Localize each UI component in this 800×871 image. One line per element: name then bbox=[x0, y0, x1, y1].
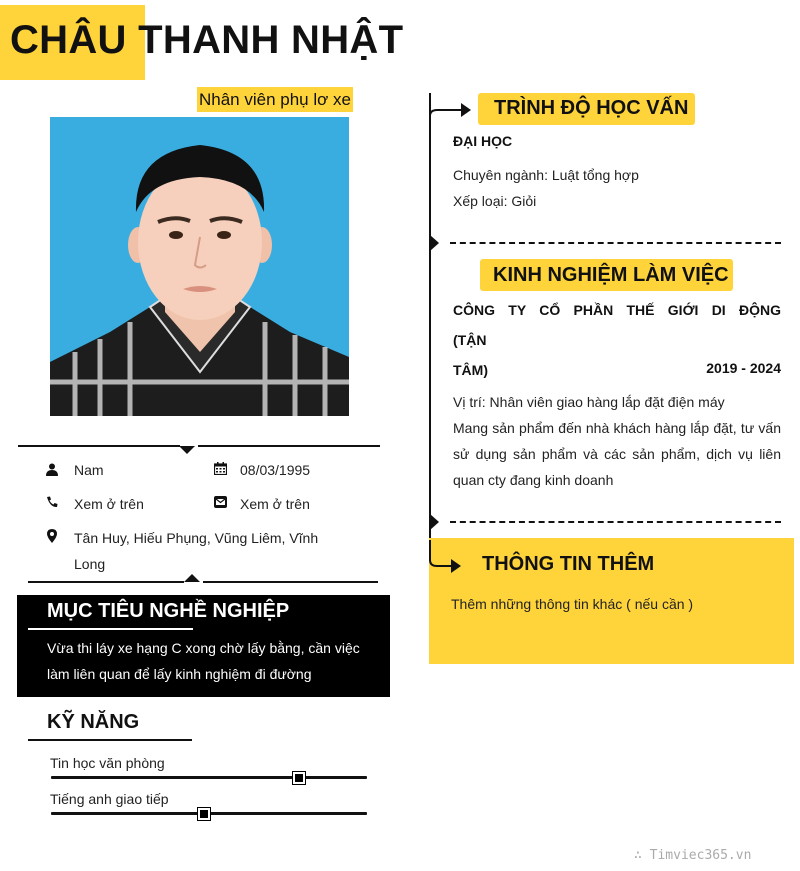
education-level: ĐẠI HỌC bbox=[453, 133, 513, 149]
experience-description: Mang sản phẩm đến nhà khách hàng lắp đặt, tư vấn sử dụng sản phẩm và các sản phẩm, dịch vụ liên quan cty đang kinh doanh bbox=[453, 420, 781, 488]
section-divider bbox=[450, 242, 781, 244]
envelope-icon bbox=[213, 495, 227, 509]
experience-title: KINH NGHIỆM LÀM VIỆC bbox=[493, 264, 729, 286]
info-divider-top-left bbox=[18, 445, 180, 447]
info-divider-top-right bbox=[198, 445, 380, 447]
triangle-up-icon bbox=[184, 574, 200, 582]
career-objective-underline bbox=[28, 628, 193, 630]
phone-value: Xem ở trên bbox=[74, 496, 144, 512]
career-objective-text bbox=[47, 635, 377, 687]
address-value bbox=[74, 525, 324, 577]
education-major: Chuyên ngành: Luật tổng hợp bbox=[453, 167, 639, 183]
full-name: CHÂU THANH NHẬT bbox=[10, 18, 404, 62]
timeline-line bbox=[429, 93, 431, 548]
email-value: Xem ở trên bbox=[240, 496, 310, 512]
employment-period: 2019 - 2024 bbox=[706, 360, 781, 376]
skill-level-marker bbox=[198, 808, 210, 820]
skills-title: KỸ NĂNG bbox=[47, 711, 140, 733]
user-icon bbox=[45, 462, 59, 476]
company-name-line-2: TÂM) bbox=[453, 362, 488, 378]
job-title: Nhân viên phụ lơ xe bbox=[197, 87, 353, 112]
gender-value: Nam bbox=[74, 462, 104, 478]
experience-position: Vị trí: Nhân viên giao hàng lắp đặt điện máy bbox=[453, 394, 725, 410]
phone-icon bbox=[45, 495, 59, 509]
info-divider-bottom-right bbox=[203, 581, 378, 583]
triangle-down-icon bbox=[179, 446, 195, 454]
career-objective-line-1: Vừa thi láy xe hạng C xong chờ lấy bằng, cần việc bbox=[47, 640, 360, 656]
address-line-1: Tân Huy, Hiếu Phụng, Vũng Liêm, Vĩnh bbox=[74, 530, 319, 546]
address-line-2: Long bbox=[74, 556, 106, 572]
skill-name: Tiếng anh giao tiếp bbox=[50, 791, 169, 807]
company-name-line-1: CÔNG TY CỔ PHẦN THẾ GIỚI DI ĐỘNG (TẬN bbox=[453, 302, 781, 348]
portrait-illustration bbox=[50, 117, 349, 416]
skill-name: Tin học văn phòng bbox=[50, 755, 165, 771]
additional-info-text: Thêm những thông tin khác ( nếu cần ) bbox=[451, 596, 694, 612]
career-objective-title: MỤC TIÊU NGHỀ NGHIỆP bbox=[47, 600, 290, 622]
career-objective-line-2: làm liên quan để lấy kinh nghiệm đi đường bbox=[47, 666, 312, 682]
triangle-right-icon bbox=[430, 514, 439, 530]
skill-level-marker bbox=[293, 772, 305, 784]
arrow-right-icon bbox=[429, 540, 464, 576]
education-title: TRÌNH ĐỘ HỌC VẤN bbox=[494, 97, 689, 119]
triangle-right-icon bbox=[430, 235, 439, 251]
arrow-right-icon bbox=[429, 100, 474, 122]
profile-photo bbox=[50, 117, 349, 416]
experience-details bbox=[453, 389, 781, 493]
map-marker-icon bbox=[45, 529, 59, 543]
birthdate-value: 08/03/1995 bbox=[240, 462, 311, 478]
watermark: ∴ Timviec365.vn bbox=[634, 848, 752, 863]
education-grade: Xếp loại: Giỏi bbox=[453, 193, 537, 209]
section-divider bbox=[450, 521, 781, 523]
additional-info-title: THÔNG TIN THÊM bbox=[482, 553, 655, 575]
calendar-icon bbox=[213, 461, 227, 475]
info-divider-bottom-left bbox=[28, 581, 184, 583]
skills-underline bbox=[28, 739, 192, 741]
skill-level-track bbox=[51, 776, 367, 779]
